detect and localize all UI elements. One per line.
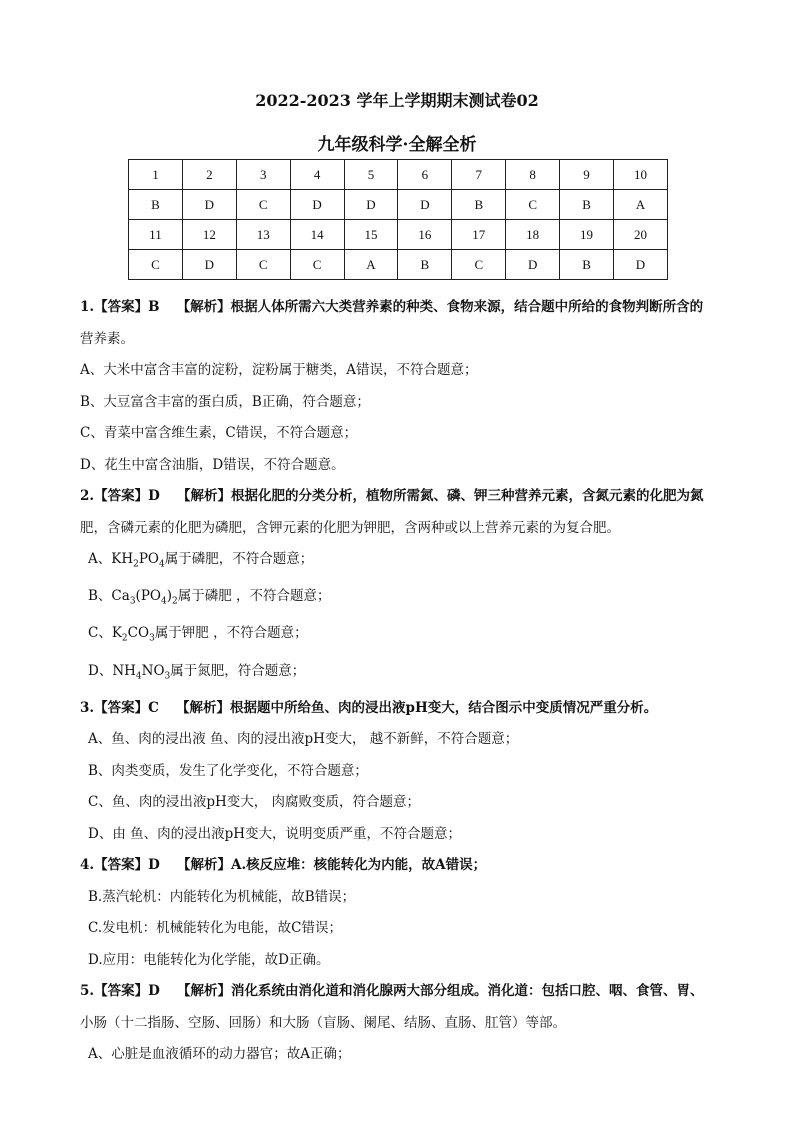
- q3-analysis: 【解析】根据题中所给鱼、肉的浸出液pH变大，结合图示中变质情况严重分析。: [176, 699, 658, 716]
- answer-cell: A: [344, 250, 398, 280]
- answer-cell: B: [560, 190, 614, 220]
- formula-subscript: 4: [135, 671, 142, 682]
- q3-option-b: B、肉类变质，发生了化学变化，不符合题意；: [88, 762, 368, 779]
- option-text: 属于氮肥，符合题意；: [170, 662, 306, 679]
- answer-cell: B: [452, 190, 506, 220]
- q2-option-d: [80, 656, 720, 693]
- q2-option-b: [80, 581, 720, 618]
- answer-cell: C: [452, 250, 506, 280]
- answer-cell: D: [344, 190, 398, 220]
- question-number-cell: 16: [398, 220, 452, 250]
- q5-answer-label: 5.【答案】D: [80, 983, 160, 1000]
- formula-text: PO: [138, 551, 159, 567]
- q3-option-a: A、鱼、肉的浸出液 鱼、肉的浸出液pH变大， 越不新鲜，不符合题意；: [88, 731, 519, 748]
- option-text: 属于钾肥 ，不符合题意；: [154, 625, 308, 642]
- question-number-cell: 17: [452, 220, 506, 250]
- answer-cell: B: [129, 190, 183, 220]
- formula-text: ): [166, 588, 172, 605]
- q5-analysis: 【解析】消化系统由消化道和消化腺两大部分组成。消化道：包括口腔、咽、食管、胃、: [176, 983, 704, 1000]
- question-number-cell: 15: [344, 220, 398, 250]
- q1-option-d: D、花生中富含油脂，D错误，不符合题意。: [80, 456, 345, 473]
- question-number-cell: 20: [614, 220, 668, 250]
- answer-cell: A: [614, 190, 668, 220]
- answer-cell: C: [506, 190, 560, 220]
- formula-text: A、KH: [88, 551, 134, 567]
- question-number-cell: 3: [236, 160, 290, 190]
- formula-subscript: 4: [160, 596, 167, 607]
- question-number-cell: 4: [290, 160, 344, 190]
- answer-cell: D: [182, 190, 236, 220]
- q5-heading-line: [80, 976, 720, 1008]
- q5-analysis-cont: 小肠（十二指肠、空肠、回肠）和大肠（盲肠、阑尾、结肠、直肠、肛管）等部。: [80, 1014, 566, 1031]
- formula-subscript: 2: [121, 634, 128, 645]
- answer-cell: D: [290, 190, 344, 220]
- question-number-cell: 1: [129, 160, 183, 190]
- q3-heading-line: [80, 693, 720, 725]
- formula-subscript: 3: [149, 634, 155, 645]
- question-number-cell: 2: [182, 160, 236, 190]
- answer-cell: D: [614, 250, 668, 280]
- q4-answer-label: 4.【答案】D: [80, 857, 160, 874]
- formula-text: D、NH: [88, 662, 136, 679]
- answer-cell: D: [398, 190, 452, 220]
- formula-text: NO: [141, 662, 165, 679]
- question-number-cell: 7: [452, 160, 506, 190]
- table-row: [129, 220, 668, 250]
- question-number-cell: 10: [614, 160, 668, 190]
- q2-option-c: [80, 618, 720, 655]
- option-text: 属于磷肥，不符合题意；: [164, 551, 314, 567]
- answer-cell: C: [290, 250, 344, 280]
- q1-analysis: 【解析】根据人体所需六大类营养素的种类、食物来源，结合题中所给的食物判断所含的: [176, 299, 704, 315]
- q1-heading-line: [80, 292, 720, 324]
- question-number-cell: 9: [560, 160, 614, 190]
- q4-option-d: D.应用：电能转化为化学能，故D正确。: [88, 951, 330, 968]
- formula-subscript: 3: [129, 596, 136, 607]
- q1-analysis-cont: 营养素。: [80, 330, 134, 347]
- question-number-cell: 19: [560, 220, 614, 250]
- q1-option-a: A、大米中富含丰富的淀粉，淀粉属于糖类，A错误，不符合题意；: [80, 362, 478, 378]
- answer-table: [128, 159, 668, 280]
- table-row: [129, 190, 668, 220]
- table-row: [129, 250, 668, 280]
- formula-text: B、Ca: [88, 588, 130, 605]
- question-number-cell: 6: [398, 160, 452, 190]
- question-number-cell: 11: [129, 220, 183, 250]
- answer-cell: D: [182, 250, 236, 280]
- q3-option-d: D、由 鱼、肉的浸出液pH变大，说明变质严重，不符合题意；: [88, 825, 462, 842]
- document-title: 2022-2023 学年上学期期末测试卷02: [255, 91, 539, 110]
- q1-option-b: B、大豆富含丰富的蛋白质，B正确，符合题意；: [80, 393, 370, 410]
- answer-cell: B: [560, 250, 614, 280]
- question-number-cell: 8: [506, 160, 560, 190]
- q4-analysis: 【解析】A.核反应堆：核能转化为内能，故A错误；: [176, 857, 487, 874]
- q3-option-c: C、鱼、肉的浸出液pH变大， 肉腐败变质，符合题意；: [88, 794, 421, 811]
- q1-option-c: C、青菜中富含维生素，C错误，不符合题意；: [80, 425, 358, 441]
- solutions-body: [80, 292, 720, 1071]
- option-text: 属于磷肥 ，不符合题意；: [177, 588, 331, 605]
- q5-option-a: A、心脏是血液循环的动力器官；故A正确；: [88, 1046, 351, 1063]
- formula-text: CO: [127, 625, 150, 642]
- question-number-cell: 13: [236, 220, 290, 250]
- q4-heading-line: [80, 850, 720, 882]
- q3-answer-label: 3.【答案】C: [80, 699, 159, 716]
- formula-subscript: 2: [133, 559, 139, 570]
- answer-cell: C: [236, 190, 290, 220]
- table-row: [129, 160, 668, 190]
- formula-text: (PO: [135, 588, 161, 605]
- answer-cell: B: [398, 250, 452, 280]
- formula-subscript: 2: [171, 596, 178, 607]
- answer-cell: C: [129, 250, 183, 280]
- question-number-cell: 14: [290, 220, 344, 250]
- question-number-cell: 12: [182, 220, 236, 250]
- q2-heading-line: [80, 481, 720, 513]
- document-subtitle: 九年级科学·全解全析: [317, 135, 477, 155]
- q2-answer-label: 2.【答案】D: [80, 488, 160, 504]
- formula-subscript: 4: [159, 559, 165, 570]
- q2-option-a: [80, 544, 720, 581]
- q4-option-b: B.蒸汽轮机：内能转化为机械能，故B错误；: [88, 888, 356, 905]
- answer-cell: D: [506, 250, 560, 280]
- question-number-cell: 5: [344, 160, 398, 190]
- q2-analysis: 【解析】根据化肥的分类分析，植物所需氮、磷、钾三种营养元素，含氮元素的化肥为氮: [176, 488, 704, 504]
- q1-answer-label: 1.【答案】B: [80, 299, 160, 315]
- q2-analysis-cont: 肥，含磷元素的化肥为磷肥，含钾元素的化肥为钾肥，含两种或以上营养元素的为复合肥。: [80, 519, 620, 536]
- formula-text: C、K: [88, 625, 122, 642]
- answer-cell: C: [236, 250, 290, 280]
- question-number-cell: 18: [506, 220, 560, 250]
- q4-option-c: C.发电机：机械能转化为电能，故C错误；: [88, 920, 342, 937]
- formula-subscript: 3: [164, 671, 171, 682]
